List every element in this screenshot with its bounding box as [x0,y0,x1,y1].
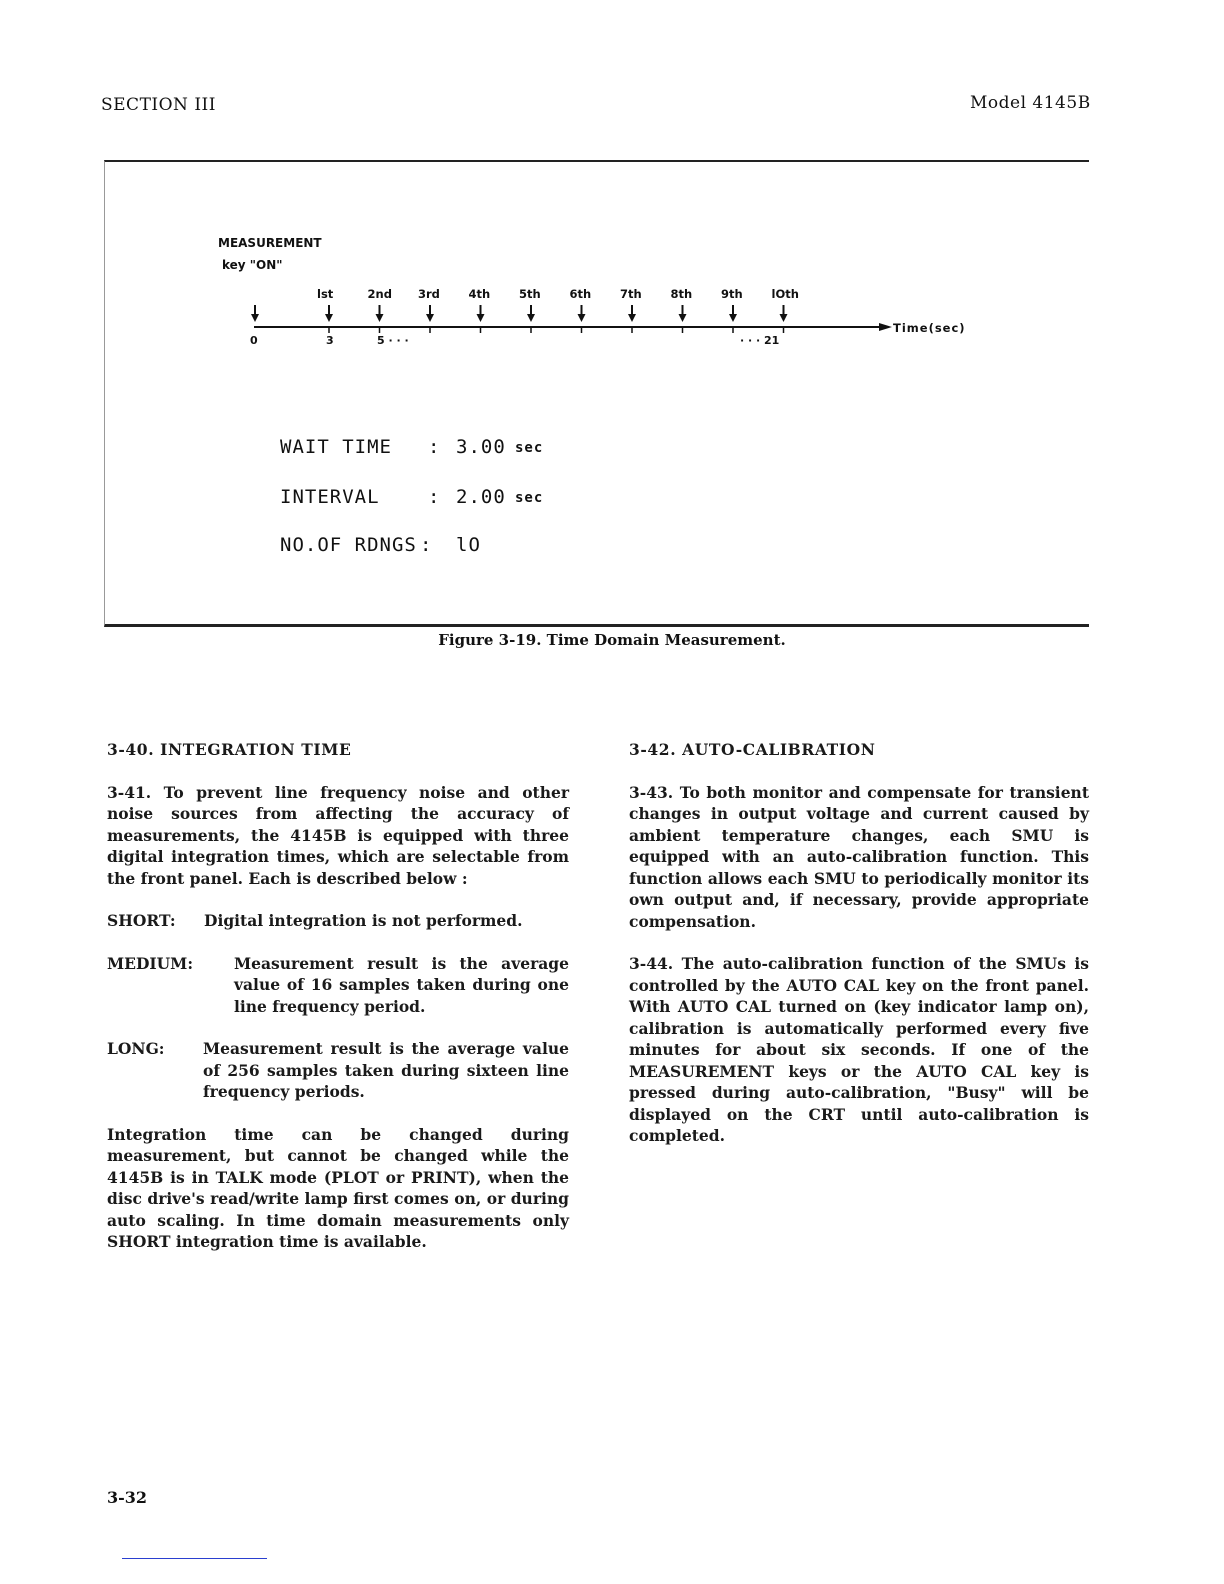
section-header: SECTION III [101,95,216,115]
tick-label-3: 3 [326,334,334,347]
model-header: Model 4145B [970,93,1091,113]
figure-caption: Figure 3-19. Time Domain Measurement. [438,631,786,649]
reading-label-1: lst [317,287,334,301]
reading-label-2: 2nd [367,287,392,301]
tick-label-5: 5 · · · [377,334,409,347]
tick-label-0: 0 [250,334,258,347]
reading-label-4: 4th [468,287,491,301]
reading-arrow-head-9 [729,314,737,322]
medium-desc: Measurement result is the average value of 16 samples taken during one line frequency period. [234,953,569,1016]
reading-arrows [325,305,788,322]
reading-arrow-head-5 [527,314,535,322]
long-term: LONG: [107,1039,165,1058]
axis-label-time: Time(sec) [893,321,966,335]
wait-time-label: WAIT TIME [280,436,392,458]
measurement-key-on-label: key "ON" [222,258,283,272]
short-term-row [107,910,569,932]
interval-colon: : [428,486,441,508]
reading-label-5: 5th [519,287,541,301]
integration-paragraph-2: Integration time can be changed during measurement, but cannot be changed while the 4145B is in TALK mode (PLOT or PRINT), when the disc drive's read/write lamp first comes on, or during auto scaling. In time domain measurements only SHORT integration time is available. [107,1124,569,1251]
integration-paragraph-1: 3-41. To prevent line frequency noise and other noise sources from affecting the accuracy of measurements, the 4145B is equipped with three digital integration times, which are selectable from the front panel. Each is described below : [107,782,569,888]
reading-arrow-head-6 [578,314,586,322]
autocal-paragraph-1: 3-43. To both monitor and compensate for transient changes in output voltage and current caused by ambient temperature changes, each SMU is equipped with an auto-calibration function. This function allows each SMU to periodically monitor its own output and, if necessary, provide appropriate compensation. [629,782,1089,931]
autocal-paragraph-2: 3-44. The auto-calibration function of the SMUs is controlled by the AUTO CAL key on the front panel. With AUTO CAL turned on (key indicator lamp on), calibration is automatically performed every five minutes for about six seconds. If one of the MEASUREMENT keys or the AUTO CAL key is pressed during auto-calibration, "Busy" will be displayed on the CRT until auto-calibration is completed. [629,954,1089,1145]
reading-label-8: 8th [670,287,693,301]
tick-label-21: · · · 21 [740,334,780,347]
left-column [107,739,569,1274]
reading-arrow-head-3 [426,314,434,322]
wait-time-unit: sec [515,440,544,456]
medium-term-row [107,953,569,1018]
reading-label-10: lOth [771,287,799,301]
measurement-key-label: MEASUREMENT [218,236,322,250]
long-term-row [107,1038,569,1103]
start-arrow-head [251,314,259,322]
interval-unit: sec [515,490,544,506]
medium-term: MEDIUM: [107,953,194,973]
rdngs-colon: : [420,534,433,556]
page-number: 3-32 [107,1488,148,1507]
interval-label: INTERVAL [280,486,380,508]
short-term: SHORT: [107,911,176,930]
reading-arrow-head-2 [376,314,384,322]
reading-arrow-head-7 [628,314,636,322]
integration-time-heading: 3-40. INTEGRATION TIME [107,740,352,759]
interval-value: 2.00 [456,486,506,508]
figure-frame [104,160,1089,627]
long-desc: Measurement result is the average value of 256 samples taken during sixteen line frequency periods. [203,1039,569,1101]
reading-label-6: 6th [569,287,592,301]
timeline-diagram [104,270,1088,370]
rdngs-label: NO.OF RDNGS [280,534,417,556]
reading-arrow-head-1 [325,314,333,322]
reading-label-7: 7th [620,287,642,301]
reading-arrow-head-8 [679,314,687,322]
bottom-rule [122,1558,267,1559]
rdngs-value: lO [456,534,481,556]
time-axis-arrowhead [879,323,892,331]
auto-calibration-heading: 3-42. AUTO-CALIBRATION [629,740,876,759]
reading-arrow-head-4 [477,314,485,322]
right-column [629,739,1089,1168]
reading-label-3: 3rd [418,287,440,301]
wait-time-value: 3.00 [456,436,506,458]
reading-label-9: 9th [721,287,743,301]
short-desc: Digital integration is not performed. [204,911,523,930]
wait-time-colon: : [428,436,441,458]
reading-arrow-head-10 [780,314,788,322]
